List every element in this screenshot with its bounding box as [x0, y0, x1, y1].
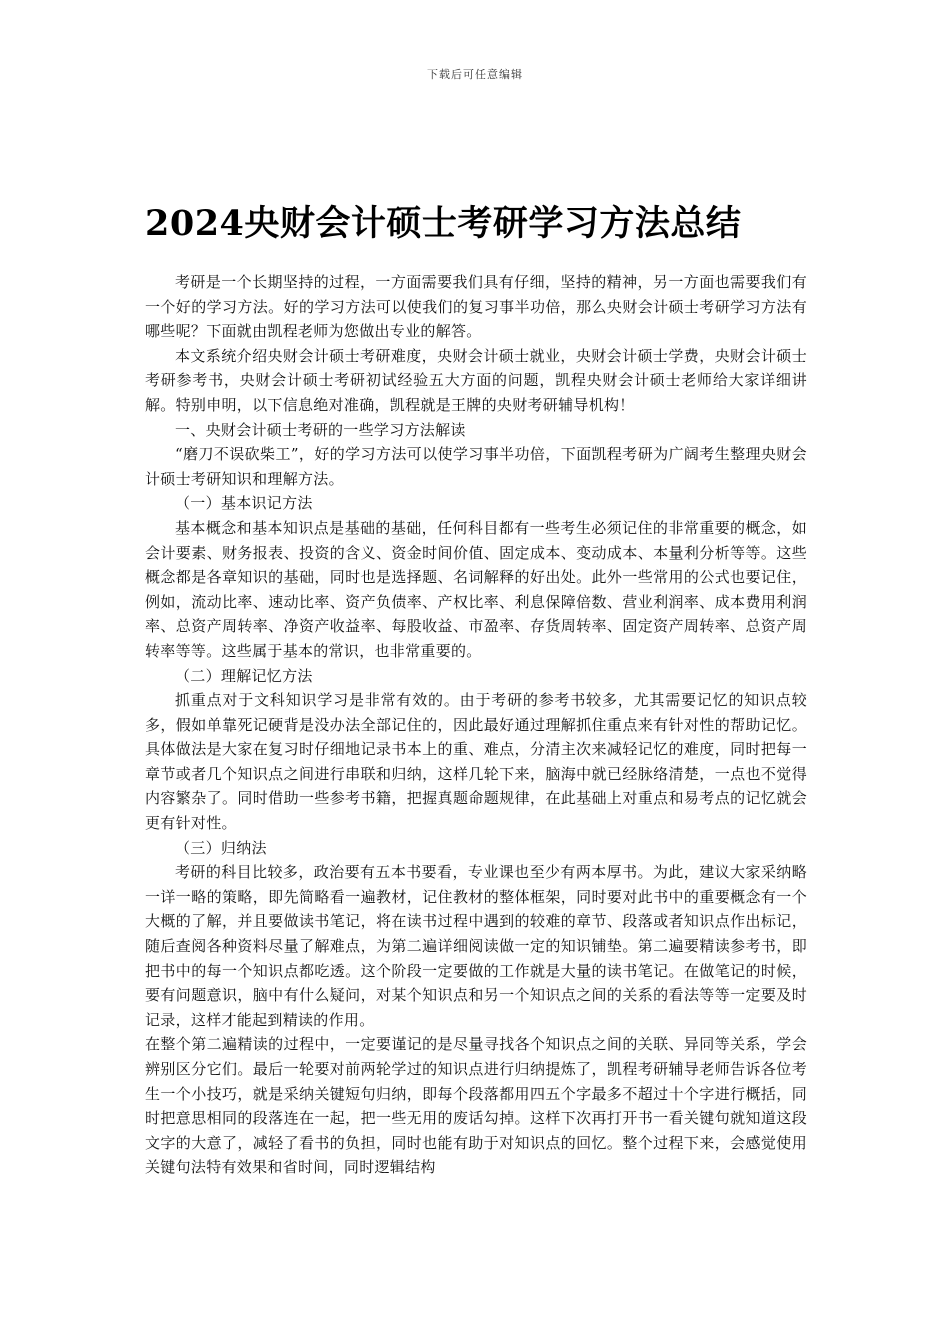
- paragraph-basic-memory: 基本概念和基本知识点是基础的基础，任何科目都有一些考生必须记住的非常重要的概念，如会计要素、财务报表、投资的含义、资金时间价值、固定成本、变动成本、本量利分析等等。这些概念都是各章知识的基础，同时也是选择题、名词解释的好出处。此外一些常用的公式也要记住，例如，流动比率、速动比率、资产负债率、产权比率、利息保障倍数、营业利润率、成本费用利润率、总资产周转率、净资产收益率、每股收益、市盈率、存货周转率、固定资产周转率、总资产周转率等等。这些属于基本的常识，也非常重要的。: [145, 518, 807, 660]
- paragraph-intro: 考研是一个长期坚持的过程，一方面需要我们具有仔细，坚持的精神，另一方面也需要我们有一个好的学习方法。好的学习方法可以使我们的复习事半功倍，那么央财会计硕士考研学习方法有哪些呢？下面就由凯程老师为您做出专业的解答。: [145, 273, 807, 341]
- paragraph-overview: 本文系统介绍央财会计硕士考研难度，央财会计硕士就业，央财会计硕士学费，央财会计硕士考研参考书，央财会计硕士考研初试经验五大方面的问题，凯程央财会计硕士老师给大家详细讲解。特别申明，以下信息绝对准确，凯程就是王牌的央财考研辅导机构！: [145, 346, 807, 414]
- subsection-heading-understanding: （二）理解记忆方法: [175, 666, 313, 685]
- subsection-heading-induction: （三）归纳法: [175, 838, 267, 857]
- subsection-heading-basic-memory: （一）基本识记方法: [175, 494, 313, 513]
- paragraph-induction-continued: 在整个第二遍精读的过程中，一定要谨记的是尽量寻找各个知识点之间的关联、异同等关系，学会辨别区分它们。最后一轮要对前两轮学过的知识点进行归纳提炼了，凯程考研辅导老师告诉各位考生一个小技巧，就是采纳关键短句归纳，即每个段落都用四五个字最多不超过十个字进行概括，同时把意思相同的段落连在一起，把一些无用的废话勾掉。这样下次再打开书一看关键句就知道这段文字的大意了，减轻了看书的负担，同时也能有助于对知识点的回忆。整个过程下来，会感觉使用关键句法特有效果和省时间，同时逻辑结构: [145, 1035, 807, 1177]
- paragraph-method-intro: “磨刀不误砍柴工”，好的学习方法可以使学习事半功倍，下面凯程考研为广阔考生整理央财会计硕士考研知识和理解方法。: [145, 445, 807, 488]
- paragraph-understanding: 抓重点对于文科知识学习是非常有效的。由于考研的参考书较多，尤其需要记忆的知识点较多，假如单靠死记硬背是没办法全部记住的，因此最好通过理解抓住重点来有针对性的帮助记忆。具体做法是大家在复习时仔细地记录书本上的重、难点，分清主次来减轻记忆的难度，同时把每一章节或者几个知识点之间进行串联和归纳，这样几轮下来，脑海中就已经脉络清楚，一点也不觉得内容繁杂了。同时借助一些参考书籍，把握真题命题规律，在此基础上对重点和易考点的记忆就会更有针对性。: [145, 691, 807, 833]
- document-body: [145, 270, 807, 1180]
- paragraph-induction: 考研的科目比较多，政治要有五本书要看，专业课也至少有两本厚书。为此，建议大家采纳略一详一略的策略，即先简略看一遍教材，记住教材的整体框架，同时要对此书中的重要概念有一个大概的了解，并且要做读书笔记，将在读书过程中遇到的较难的章节、段落或者知识点作出标记，随后查阅各种资料尽量了解难点，为第二遍详细阅读做一定的知识铺垫。第二遍要精读参考书，即把书中的每一个知识点都吃透。这个阶段一定要做的工作就是大量的读书笔记。在做笔记的时候，要有问题意识，脑中有什么疑问，对某个知识点和另一个知识点之间的关系的看法等等一定要及时记录，这样才能起到精读的作用。: [145, 863, 807, 1029]
- document-title: 2024央财会计硕士考研学习方法总结: [145, 203, 742, 244]
- section-heading-1: 一、央财会计硕士考研的一些学习方法解读: [175, 420, 466, 439]
- header-note: 下载后可任意编辑: [427, 68, 523, 81]
